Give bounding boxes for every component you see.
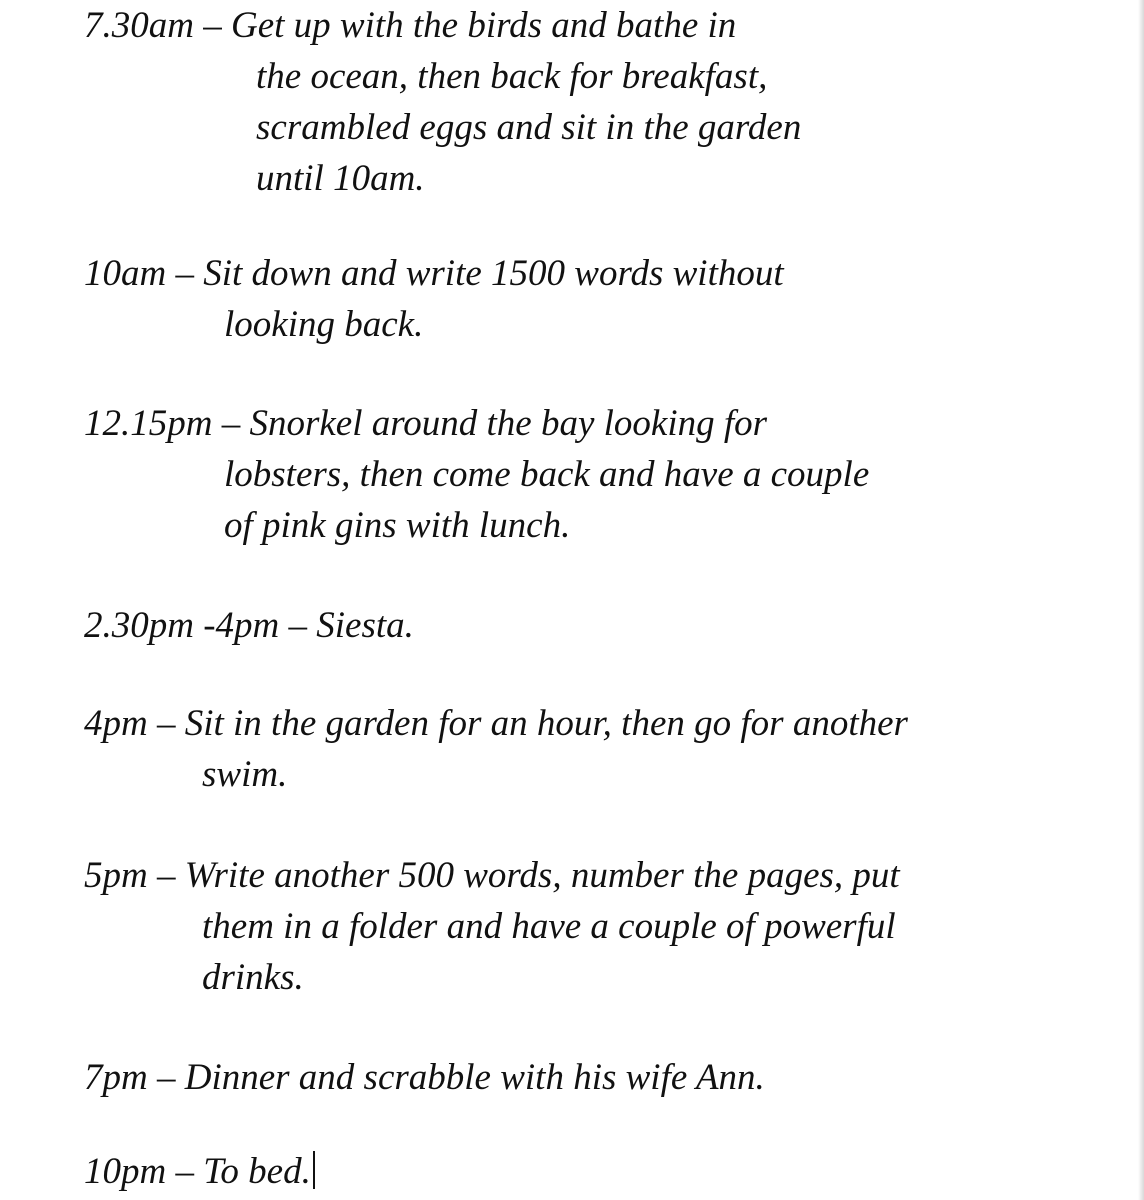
page-edge-shadow	[1138, 0, 1144, 1200]
entry-line: 10am – Sit down and write 1500 words without	[84, 253, 784, 294]
schedule-entry-1215	[84, 398, 869, 551]
text-cursor-icon	[313, 1151, 315, 1189]
schedule-entry-1430	[84, 600, 414, 651]
entry-line: 7pm – Dinner and scrabble with his wife Ann.	[84, 1057, 765, 1098]
entry-line: swim.	[202, 754, 288, 795]
entry-line: 5pm – Write another 500 words, number the pages, put	[84, 855, 900, 896]
schedule-entry-1000	[84, 248, 784, 350]
entry-line: the ocean, then back for breakfast,	[256, 56, 768, 97]
entry-line: 4pm – Sit in the garden for an hour, then go for another	[84, 703, 908, 744]
schedule-entry-2200	[84, 1146, 315, 1197]
entry-line: looking back.	[224, 304, 424, 345]
entry-line-text: 10pm – To bed.	[84, 1151, 311, 1192]
schedule-entry-1700	[84, 850, 900, 1003]
entry-line: until 10am.	[256, 158, 425, 199]
entry-line: drinks.	[202, 957, 304, 998]
schedule-entry-1900	[84, 1052, 765, 1103]
entry-line: of pink gins with lunch.	[224, 505, 571, 546]
entry-line: scrambled eggs and sit in the garden	[256, 107, 802, 148]
entry-line: 2.30pm -4pm – Siesta.	[84, 605, 414, 646]
entry-line: them in a folder and have a couple of powerful	[202, 906, 896, 947]
schedule-entry-1600	[84, 698, 908, 800]
entry-line: 12.15pm – Snorkel around the bay looking for	[84, 403, 768, 444]
entry-line-with-cursor	[84, 1146, 315, 1197]
schedule-entry-0730	[84, 0, 801, 204]
entry-line: 7.30am – Get up with the birds and bathe in	[84, 5, 737, 46]
entry-line: lobsters, then come back and have a couple	[224, 454, 870, 495]
